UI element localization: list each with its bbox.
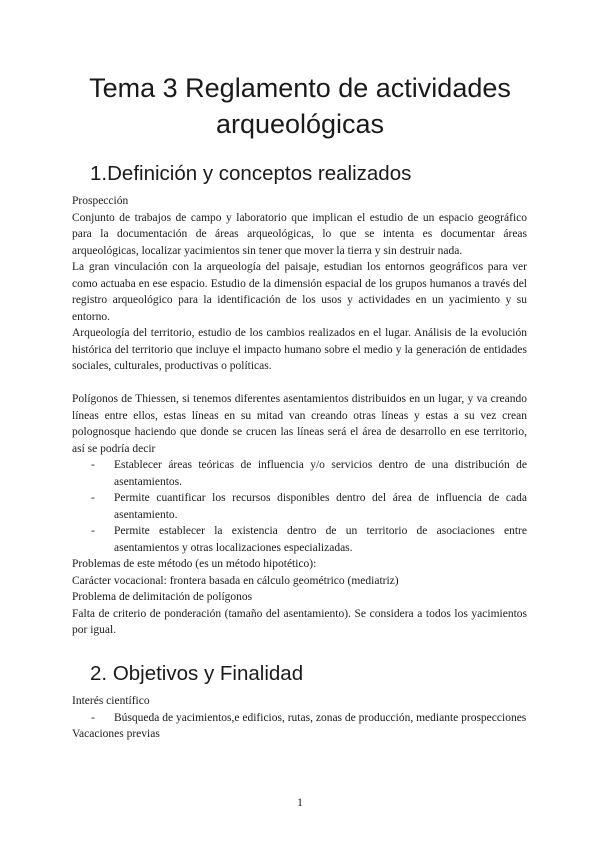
spacer xyxy=(72,375,527,392)
list-item xyxy=(72,490,527,523)
list-item xyxy=(72,523,527,556)
thiessen-bullet-list xyxy=(72,457,527,556)
list-item-text: Búsqueda de yacimientos,e edificios, rutas, zonas de producción, mediante prospecciones xyxy=(114,711,527,724)
paragraph-thiessen: Polígonos de Thiessen, si tenemos diferentes asentamientos distribuidos en un lugar, y va creando líneas entre ellos, estas líneas en su mitad van creando otras líneas y estas a su vez crean polognosque haciendo que donde se crucen las líneas será el área de desarrollo en ese territorio, así se podría decir xyxy=(72,393,527,455)
title-line-1: Tema 3 Reglamento de actividades xyxy=(89,73,511,103)
label-vacaciones: Vacaciones previas xyxy=(72,728,160,740)
section-2-title: Objetivos y Finalidad xyxy=(112,662,304,685)
dash-bullet-icon: - xyxy=(91,492,95,504)
section-1-number: 1. xyxy=(90,162,108,185)
line-problemas: Problemas de este método (es un método hipotético): xyxy=(72,558,317,570)
dash-bullet-icon: - xyxy=(91,711,95,724)
page-number: 1 xyxy=(297,797,303,809)
dash-bullet-icon: - xyxy=(91,525,95,537)
objetivos-bullet-list xyxy=(72,710,527,727)
section-1-heading xyxy=(90,162,411,186)
paragraph-2: La gran vinculación con la arqueología del paisaje, estudian los entornos geográficos para ver como actuaba en ese espacio. Estudio de la dimensión espacial de los grupos humanos a través del registro arqueológico para la identificación de los usos y actividades en un yacimiento y su entorno. xyxy=(72,261,527,323)
list-item xyxy=(72,710,527,727)
paragraph-3: Arqueología del territorio, estudio de los cambios realizados en el lugar. Análisis de la evolución histórica del territorio que incluye el impacto humano sobre el medio y la generación de entidades sociales, culturales, productivas o políticas. xyxy=(72,327,527,372)
line-caracter: Carácter vocacional: frontera basada en cálculo geométrico (mediatriz) xyxy=(72,574,399,587)
section-2-body xyxy=(72,693,527,743)
section-2-number: 2. xyxy=(90,662,108,685)
list-item-text: Establecer áreas teóricas de influencia y/o servicios dentro de una distribución de asentamientos. xyxy=(114,459,527,488)
title-line-2: arqueológicas xyxy=(215,109,385,139)
paragraph-1: Conjunto de trabajos de campo y laboratorio que implican el estudio de un espacio geográfico para la documentación de áreas arqueológicas, lo que se intenta es documentar áreas arqueológicas, localizar yacimientos sin tener que mover la tierra y sin destruir nada. xyxy=(72,211,527,257)
paragraph-ponderacion: Falta de criterio de ponderación (tamaño del asentamiento). Se considera a todos los yacimientos por igual. xyxy=(72,607,527,636)
list-item xyxy=(72,457,527,490)
section-2-heading xyxy=(90,662,303,686)
dash-bullet-icon: - xyxy=(91,459,95,471)
line-delimitacion: Problema de delimitación de polígonos xyxy=(72,591,253,603)
section-1-body xyxy=(72,193,527,639)
list-item-text: Permite establecer la existencia dentro de un territorio de asociaciones entre asentamientos y otras localizaciones especializadas. xyxy=(114,525,527,554)
label-interes: Interés científico xyxy=(72,695,150,707)
label-prospeccion: Prospección xyxy=(72,195,129,207)
list-item-text: Permite cuantificar los recursos disponibles dentro del área de influencia de cada asentamiento. xyxy=(114,492,527,521)
document-title xyxy=(0,70,600,142)
section-1-title: Definición y conceptos realizados xyxy=(107,162,412,185)
